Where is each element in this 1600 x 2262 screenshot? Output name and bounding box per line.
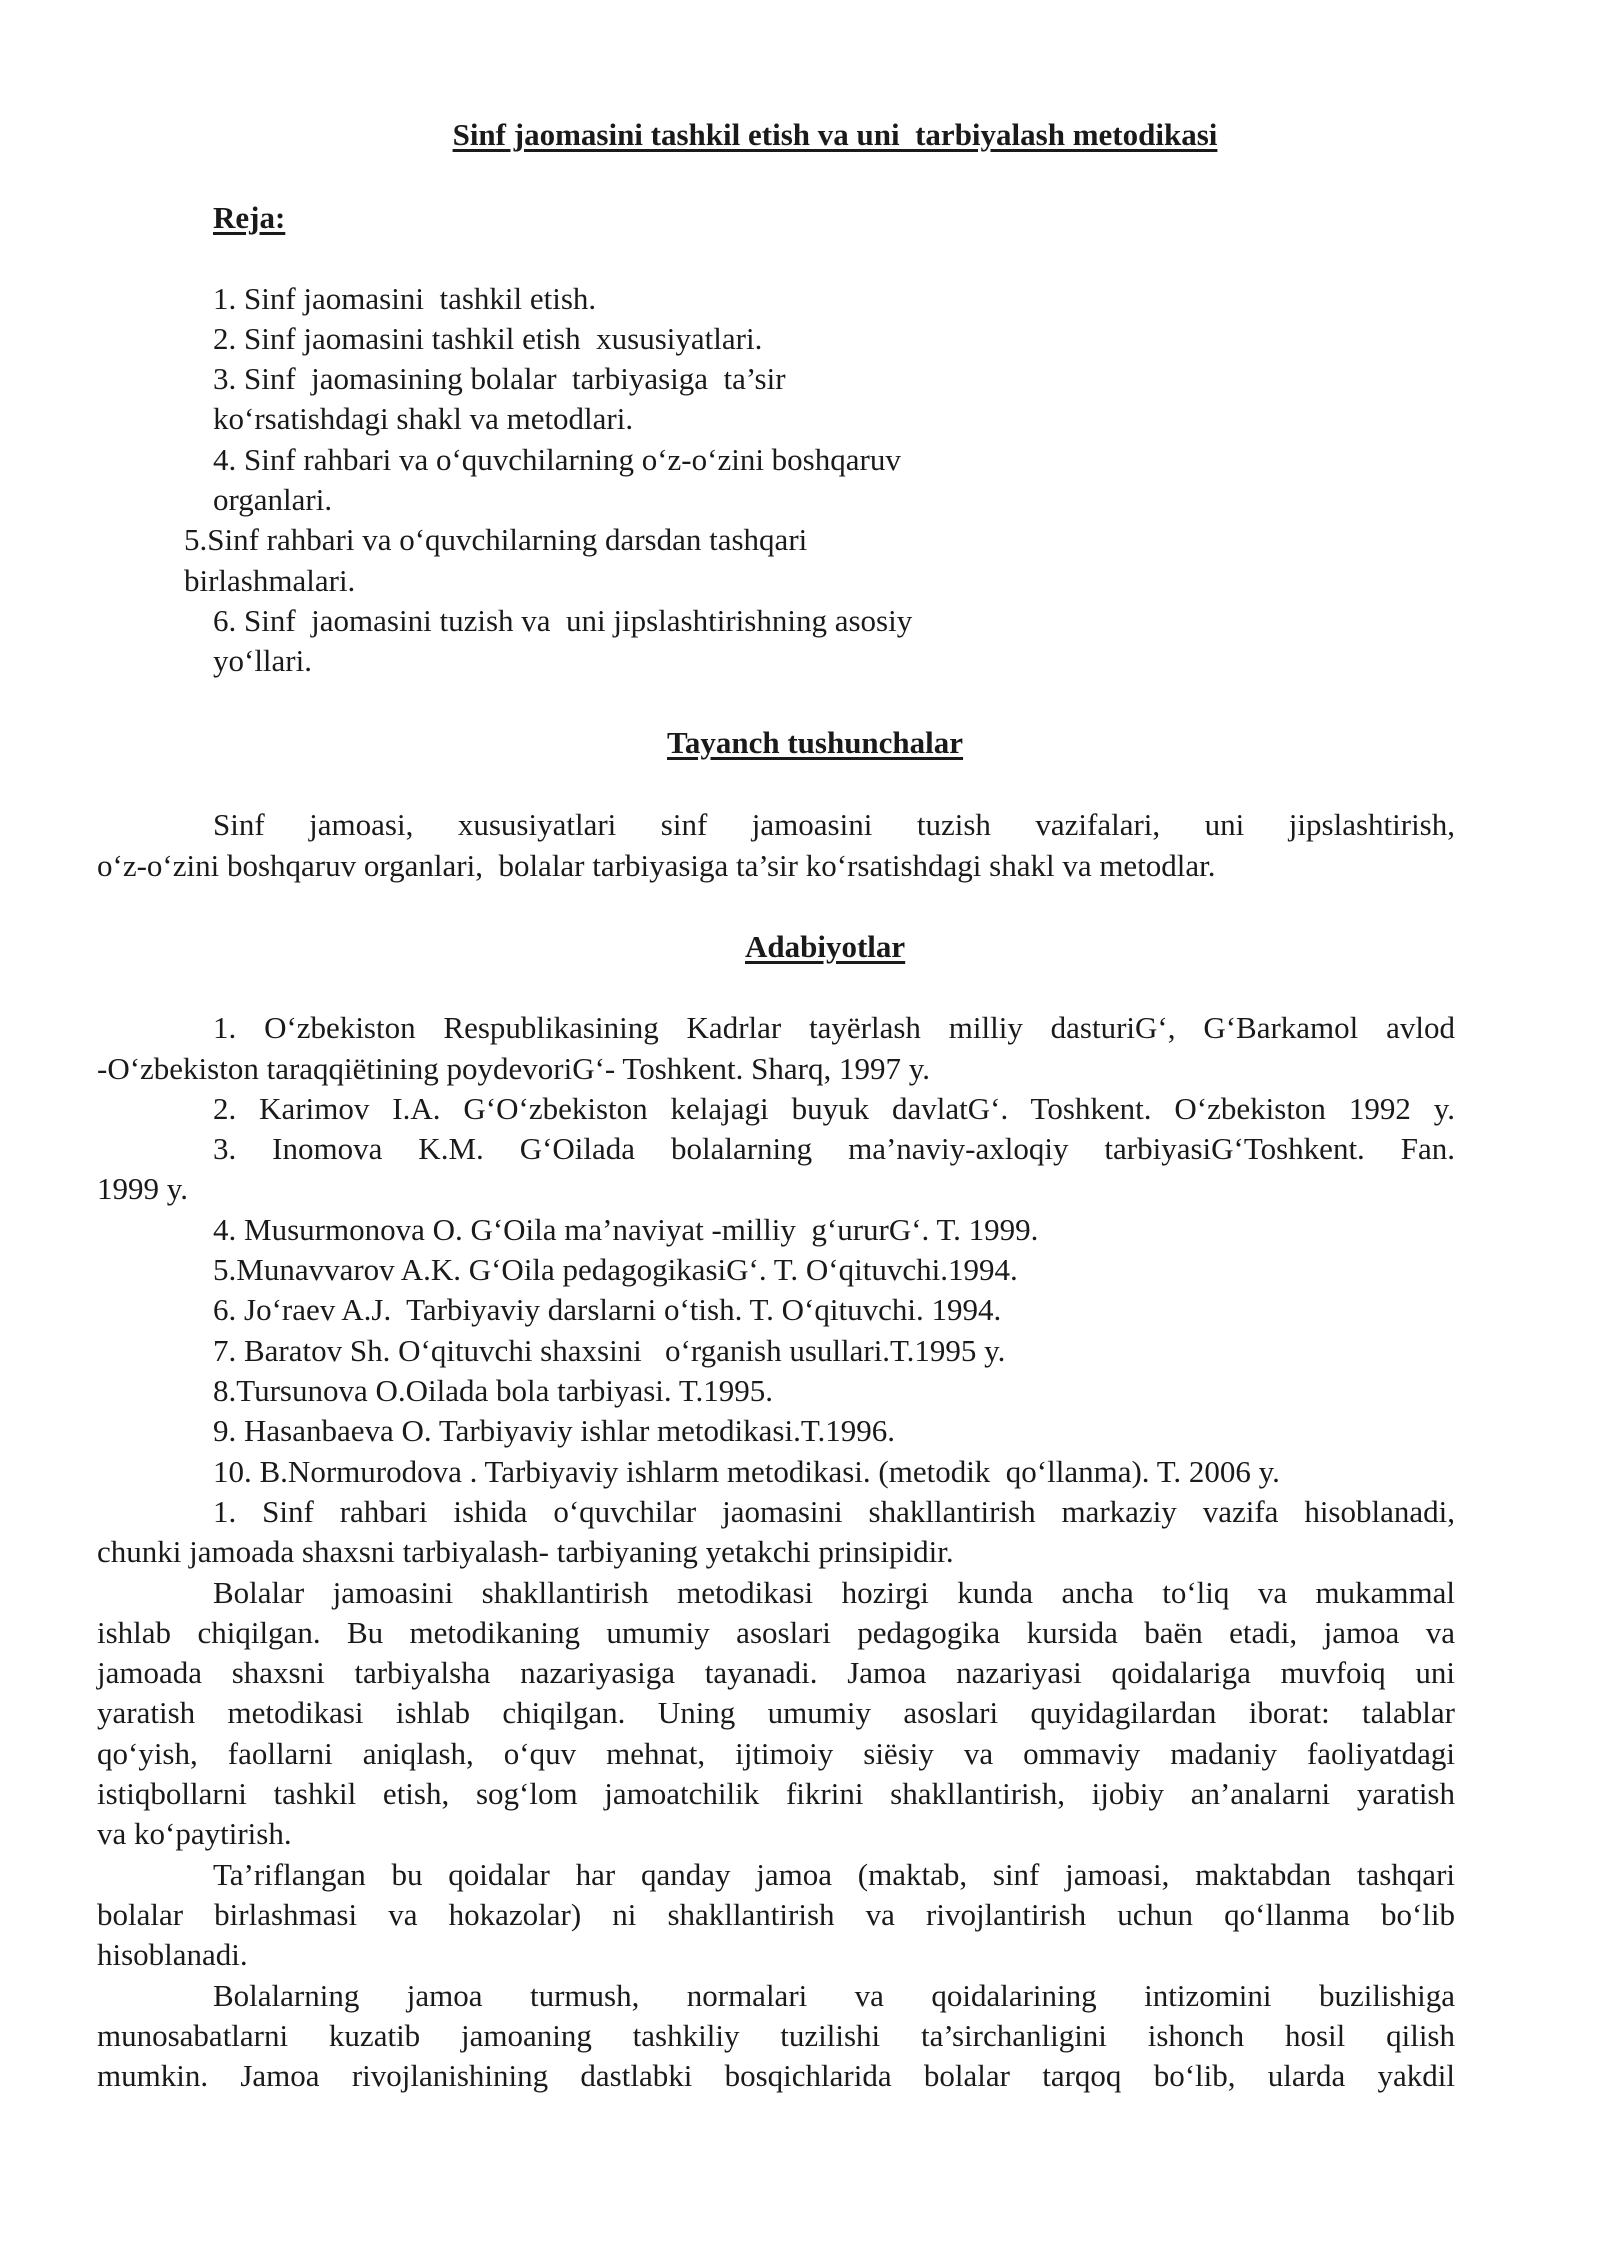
body-text-line: munosabatlarni kuzatib jamoaning tashkiliy tuzilishi ta’sirchanligini ishonch hosil qilish [97,2018,1455,2053]
body-text-line: hisoblanadi. [97,1937,248,1972]
body-text-line: mumkin. Jamoa rivojlanishining dastlabki bosqichlarida bolalar tarqoq bo‘lib, ularda yakdil [97,2058,1455,2093]
reference-line: 6. Jo‘raev A.J. Tarbiyaviy darslarni o‘tish. T. O‘qituvchi. 1994. [213,1292,1002,1327]
body-text-line: Bolalarning jamoa turmush, normalari va qoidalarining intizomini buzilishiga [213,1978,1455,2013]
body-text-line: jamoada shaxsni tarbiyalsha nazariyasiga tayanadi. Jamoa nazariyasi qoidalariga muvfoiq uni [97,1655,1455,1690]
reference-line: -O‘zbekiston taraqqiëtining poydevoriG‘- Toshkent. Sharq, 1997 y. [97,1051,930,1086]
body-text-line: qo‘yish, faollarni aniqlash, o‘quv mehnat, ijtimoiy siësiy va ommaviy madaniy faoliyatdagi [97,1736,1455,1771]
reference-line: 3. Inomova K.M. G‘Oilada bolalarning ma’naviy-axloqiy tarbiyasiG‘Toshkent. Fan. [213,1131,1455,1166]
reja-item: birlashmalari. [184,563,356,598]
body-text-line: ishlab chiqilgan. Bu metodikaning umumiy asoslari pedagogika kursida baën etadi, jamoa va [97,1615,1455,1650]
reference-line: 10. B.Normurodova . Tarbiyaviy ishlarm metodikasi. (metodik qo‘llanma). T. 2006 y. [213,1454,1280,1489]
reja-item: ko‘rsatishdagi shakl va metodlari. [213,401,634,436]
reja-item: 6. Sinf jaomasini tuzish va uni jipslashtirishning asosiy [213,603,913,638]
body-text-line: Ta’riflangan bu qoidalar har qanday jamoa (maktab, sinf jamoasi, maktabdan tashqari [213,1857,1455,1892]
reja-item: 2. Sinf jaomasini tashkil etish xususiyatlari. [213,321,763,356]
body-text-line: bolalar birlashmasi va hokazolar) ni shakllantirish va rivojlantirish uchun qo‘llanma bo‘lib [97,1897,1455,1932]
body-text-line: yaratish metodikasi ishlab chiqilgan. Uning umumiy asoslari quyidagilardan iborat: talablar [97,1695,1455,1730]
tayanch-text-line: Sinf jamoasi, xususiyatlari sinf jamoasini tuzish vazifalari, uni jipslashtirish, [213,807,1455,842]
reja-item: yo‘llari. [213,643,312,678]
page-title: Sinf jaomasini tashkil etish va uni tarbiyalash metodikasi [452,117,1218,152]
body-text-line: istiqbollarni tashkil etish, sog‘lom jamoatchilik fikrini shakllantirish, ijobiy an’analarni yaratish [97,1776,1455,1811]
body-text-line: chunki jamoada shaxsni tarbiyalash- tarbiyaning yetakchi prinsipidir. [97,1534,954,1569]
reja-item: 5.Sinf rahbari va o‘quvchilarning darsdan tashqari [184,522,808,557]
reja-item: 1. Sinf jaomasini tashkil etish. [213,281,597,316]
reference-line: 1. O‘zbekiston Respublikasining Kadrlar tayërlash milliy dasturiG‘, G‘Barkamol avlod [213,1010,1455,1045]
tayanch-heading: Tayanch tushunchalar [667,725,964,760]
reja-item: 4. Sinf rahbari va o‘quvchilarning o‘z-o‘zini boshqaruv [213,442,901,477]
body-text-line: va ko‘paytirish. [97,1816,292,1851]
tayanch-text-line: o‘z-o‘zini boshqaruv organlari, bolalar tarbiyasiga ta’sir ko‘rsatishdagi shakl va metodlar. [97,848,1216,883]
reference-line: 7. Baratov Sh. O‘qituvchi shaxsini o‘rganish usullari.T.1995 y. [213,1333,1006,1368]
adabiyotlar-heading: Adabiyotlar [745,929,906,964]
reference-line: 2. Karimov I.A. G‘O‘zbekiston kelajagi buyuk davlatG‘. Toshkent. O‘zbekiston 1992 y. [213,1091,1455,1126]
reja-item: organlari. [213,482,333,517]
reja-item: 3. Sinf jaomasining bolalar tarbiyasiga ta’sir [213,361,786,396]
reference-line: 4. Musurmonova O. G‘Oila ma’naviyat -milliy g‘ururG‘. T. 1999. [213,1212,1039,1247]
reja-heading: Reja: [213,200,286,235]
body-text-line: Bolalar jamoasini shakllantirish metodikasi hozirgi kunda ancha to‘liq va mukammal [213,1575,1455,1610]
reference-line: 1999 y. [97,1171,188,1206]
body-text-line: 1. Sinf rahbari ishida o‘quvchilar jaomasini shakllantirish markaziy vazifa hisoblanadi, [213,1494,1455,1529]
reference-line: 9. Hasanbaeva O. Tarbiyaviy ishlar metodikasi.T.1996. [213,1413,895,1448]
reference-line: 8.Tursunova O.Oilada bola tarbiyasi. T.1995. [213,1373,773,1408]
reference-line: 5.Munavvarov A.K. G‘Oila pedagogikasiG‘. T. O‘qituvchi.1994. [213,1252,1018,1287]
